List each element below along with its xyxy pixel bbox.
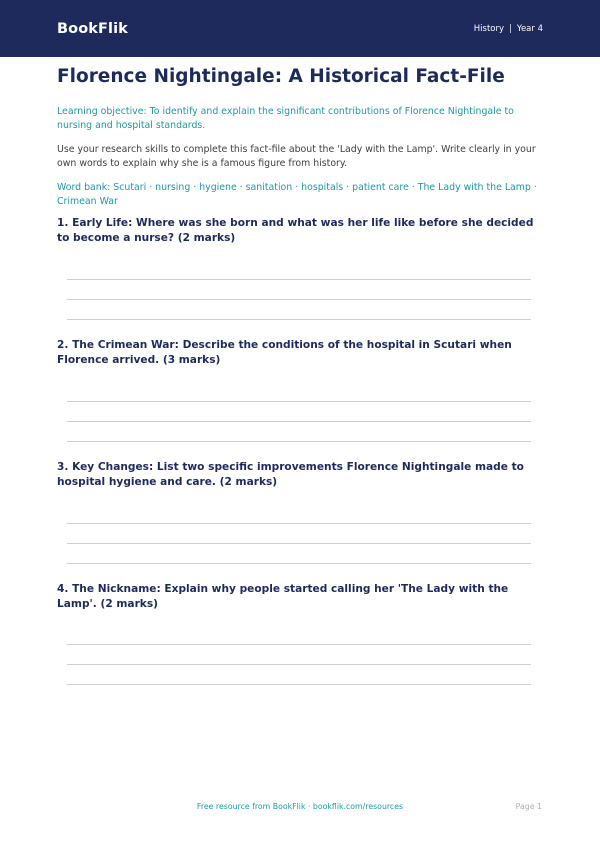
question-1: 1. Early Life: Where was she born and what was her life like before she decided to become a nurse? (2 marks) xyxy=(57,217,534,244)
meta-separator: | xyxy=(509,23,512,34)
answer-line[interactable] xyxy=(67,299,531,300)
question-2: 2. The Crimean War: Describe the conditions of the hospital in Scutari when Florence arrived. (3 marks) xyxy=(57,339,512,366)
header-meta xyxy=(474,24,543,34)
learning-objective: Learning objective: To identify and explain the significant contributions of Florence Nightingale to nursing and hospital standards. xyxy=(57,106,514,131)
page-title: Florence Nightingale: A Historical Fact-File xyxy=(57,66,505,87)
footer-link[interactable]: Free resource from BookFlik · bookflik.com/resources xyxy=(196,802,404,811)
instructions-text: Use your research skills to complete this fact-file about the 'Lady with the Lamp'. Write clearly in your own words to explain why she is a famous figure from history. xyxy=(57,144,536,169)
question-3: 3. Key Changes: List two specific improvements Florence Nightingale made to hospital hygiene and care. (2 marks) xyxy=(57,461,524,488)
answer-line[interactable] xyxy=(67,684,531,685)
answer-line[interactable] xyxy=(67,421,531,422)
answer-line[interactable] xyxy=(67,543,531,544)
answer-line[interactable] xyxy=(67,563,531,564)
question-4: 4. The Nickname: Explain why people started calling her 'The Lady with the Lamp'. (2 marks) xyxy=(57,583,509,610)
answer-line[interactable] xyxy=(67,644,531,645)
answer-line[interactable] xyxy=(67,319,531,320)
brand-logo: BookFlik xyxy=(57,20,128,37)
page-number: Page 1 xyxy=(515,802,542,811)
answer-line[interactable] xyxy=(67,664,531,665)
word-bank: Word bank: Scutari · nursing · hygiene · sanitation · hospitals · patient care · The Lady with the Lamp · Crimean War xyxy=(57,182,537,207)
subject-label: History xyxy=(473,23,505,34)
page-footer xyxy=(0,802,600,814)
answer-line[interactable] xyxy=(67,279,531,280)
answer-line[interactable] xyxy=(67,523,531,524)
year-label: Year 4 xyxy=(516,23,543,34)
answer-line[interactable] xyxy=(67,401,531,402)
header-bar xyxy=(0,0,600,57)
worksheet-content xyxy=(57,63,547,209)
answer-line[interactable] xyxy=(67,441,531,442)
